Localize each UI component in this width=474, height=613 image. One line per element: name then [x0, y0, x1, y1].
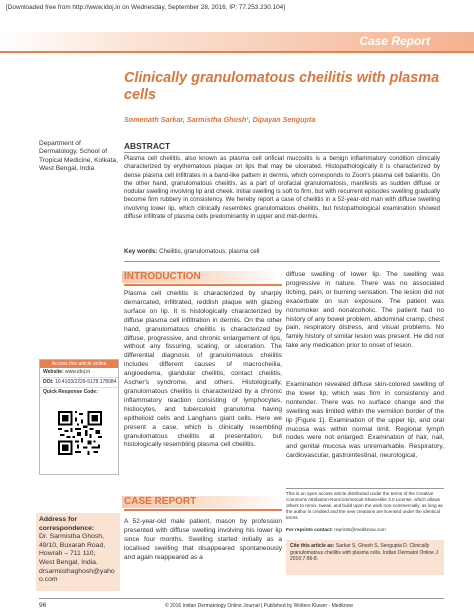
correspondence-line: West Bengal, India. — [39, 558, 98, 566]
case-report-text: A 52-year-old male patient, mason by profession presented with diffuse swelling involving his lower lip since four months. Swelling started initially as a localised swelling that disappeared spontaneously and again reappeared as a — [124, 518, 282, 561]
license-divider — [286, 488, 444, 489]
correspondence-line: Howrah – 711 110, — [39, 550, 96, 558]
keywords-text: Cheilitis, granulomatous, plasma cell — [157, 248, 260, 255]
article-type-label: Case Report — [359, 34, 430, 48]
citation-text: Sarkar S, Ghosh S, Sengupta D. Clinically granulomatous cheilitis with plasma cells. Indian Dermatol Online J 2016;7:96-8. — [290, 543, 438, 563]
qr-label: Quick Response Code: — [43, 389, 98, 395]
access-title: Access this article online — [40, 360, 118, 368]
case-continued-text: diffuse swelling of lower lip. The swelling was progressive in nature. There was no associated itching, pain, or burning sensation. The lesion did not exacerbate on sun exposure. The patient was nonsmoker and nonalcoholic. The patient had no history of any bowel problem, abdominal cramp, chest pain, respiratory distress, and visual problems. No family history of similar lesion was present. He did not take any medication prior to onset of lesion. — [286, 271, 444, 350]
download-notice: [Downloaded free from http://www.idoj.in on Wednesday, September 28, 2016, IP: 77.253.230.104] — [6, 4, 285, 11]
keywords-divider — [124, 261, 440, 262]
citation-label: Cite this article as: — [290, 543, 335, 549]
qr-code-icon — [58, 411, 102, 455]
reprints-email[interactable]: reprints@medknow.com — [332, 528, 386, 533]
website-row — [40, 368, 118, 378]
correspondence-block — [39, 516, 119, 585]
reprints-label: For reprints contact: — [286, 528, 333, 533]
correspondence-heading: Address for correspondence: — [39, 516, 95, 532]
correspondence-email[interactable]: drsarmisthaghosh@yahoo.com — [39, 567, 115, 584]
footer-copyright: © 2016 Indian Dermatology Online Journal | Published by Wolters Kluwer - Medknow — [165, 603, 354, 609]
article-title: Clinically granulomatous cheilitis with plasma cells — [124, 70, 440, 103]
website-label: Website: — [43, 369, 64, 375]
doi-label: DOI: — [43, 379, 54, 385]
keywords — [124, 248, 440, 255]
introduction-rule — [124, 284, 282, 286]
case-report-heading: CASE REPORT — [124, 496, 197, 507]
license-text: This is an open access article distributed under the terms of the Creative Commons Attribution-NonCommercial-ShareAlike 3.0 License, which allows others to remix, tweak, and build upon the work non-commercially, as long as the author is credited and the new creations are licensed under the identical terms. — [286, 491, 443, 520]
examination-text: Examination revealed diffuse skin-colored swelling of the lower lip, which was firm in consistency and nontender. There was no surface change and the swelling was limited within the vermilion border of the lip [Figure 1]. Examination of the upper lip, and oral mucosa was within normal limit. Regional lymph nodes were not enlarged. Examination of hair, nail, and genital mucosa was unremarkable. Respiratory, cardiovascular, gastrointestinal, neurological, — [286, 381, 444, 460]
abstract-body: Plasma cell cheilitis, also known as plasma cell orificial mucositis is a benign inflammatory condition clinically characterized by erythematous plaque on lips that may be ulcerated. Histopathologically it is characterized by dense plasma cell infiltrates in a band-like pattern in dermis, which corresponds to Zoon's plasma cell balanitis. On the other hand, granulomatous cheilitis, as a part of orofacial granulomatosis, manifests as sudden diffuse or nodular swelling involving lip and cheek. Initial swelling is soft to firm, but with recurrent episodes swelling gradually become firm rubbery in consistency. We hereby report a case of cheilitis in a 52-year-old man with diffuse swelling involving lower lip, which clinically resembles granulomatous cheilitis, but histopathological examination showed diffuse infiltrate of plasma cells predominantly in upper and mid-dermis. — [124, 155, 440, 221]
keywords-label: Key words: — [124, 248, 158, 255]
footer-divider — [39, 598, 444, 599]
page-number: 96 — [39, 602, 47, 609]
author-list: Somenath Sarkar, Sarmistha Ghosh¹, Dipayan Sengupta — [124, 115, 316, 124]
correspondence-line: Dr. Sarmistha Ghosh, — [39, 533, 104, 541]
introduction-heading: INTRODUCTION — [124, 271, 201, 282]
introduction-text: Plasma cell cheilitis is characterized by sharply demarcated, infiltrated, reddish plaque with glazing surface on lip. It is histologically characterized by diffuse plasma cell infiltration in dermis. On the other hand, granulomatous cheilitis is characterized by diffuse, progressive, and chronic enlargement of lips, without any fissuring, scaling, or ulceration. The differential diagnosis of granulomatous cheilitis includes different causes of macrocheilia, angioedema, glandular cheilitis, contact cheilitis, Ascher's syndrome, and others. Histologically, granulomatous cheilitis is characterized by a chronic inflammatory reaction consisting of lymphocytes, histiocytes, and tuberculoid granuloma having epithelioid cells and Langhans giant cells. Here we present a case, which is clinically resembling granulomatous cheilitis at presentation, but histologically resembling plasma cell cheilitis. — [124, 290, 282, 449]
correspondence-line: 49/10, Buxarah Road, — [39, 541, 106, 549]
case-report-rule — [124, 509, 282, 511]
doi-row — [40, 378, 118, 388]
affiliation: Department of Dermatology, School of Tropical Medicine, Kolkata, West Bengal, India — [39, 140, 118, 173]
doi-value[interactable]: 10.4103/2229-5178.178084 — [54, 379, 117, 385]
website-link[interactable]: www.idoj.in — [65, 369, 91, 375]
abstract-heading: ABSTRACT — [124, 141, 171, 151]
abstract-divider — [124, 152, 440, 153]
access-online-box — [39, 359, 119, 475]
qr-row — [40, 388, 118, 397]
citation-box — [286, 540, 444, 575]
header-rule — [0, 51, 474, 53]
reprints-line — [286, 528, 444, 533]
